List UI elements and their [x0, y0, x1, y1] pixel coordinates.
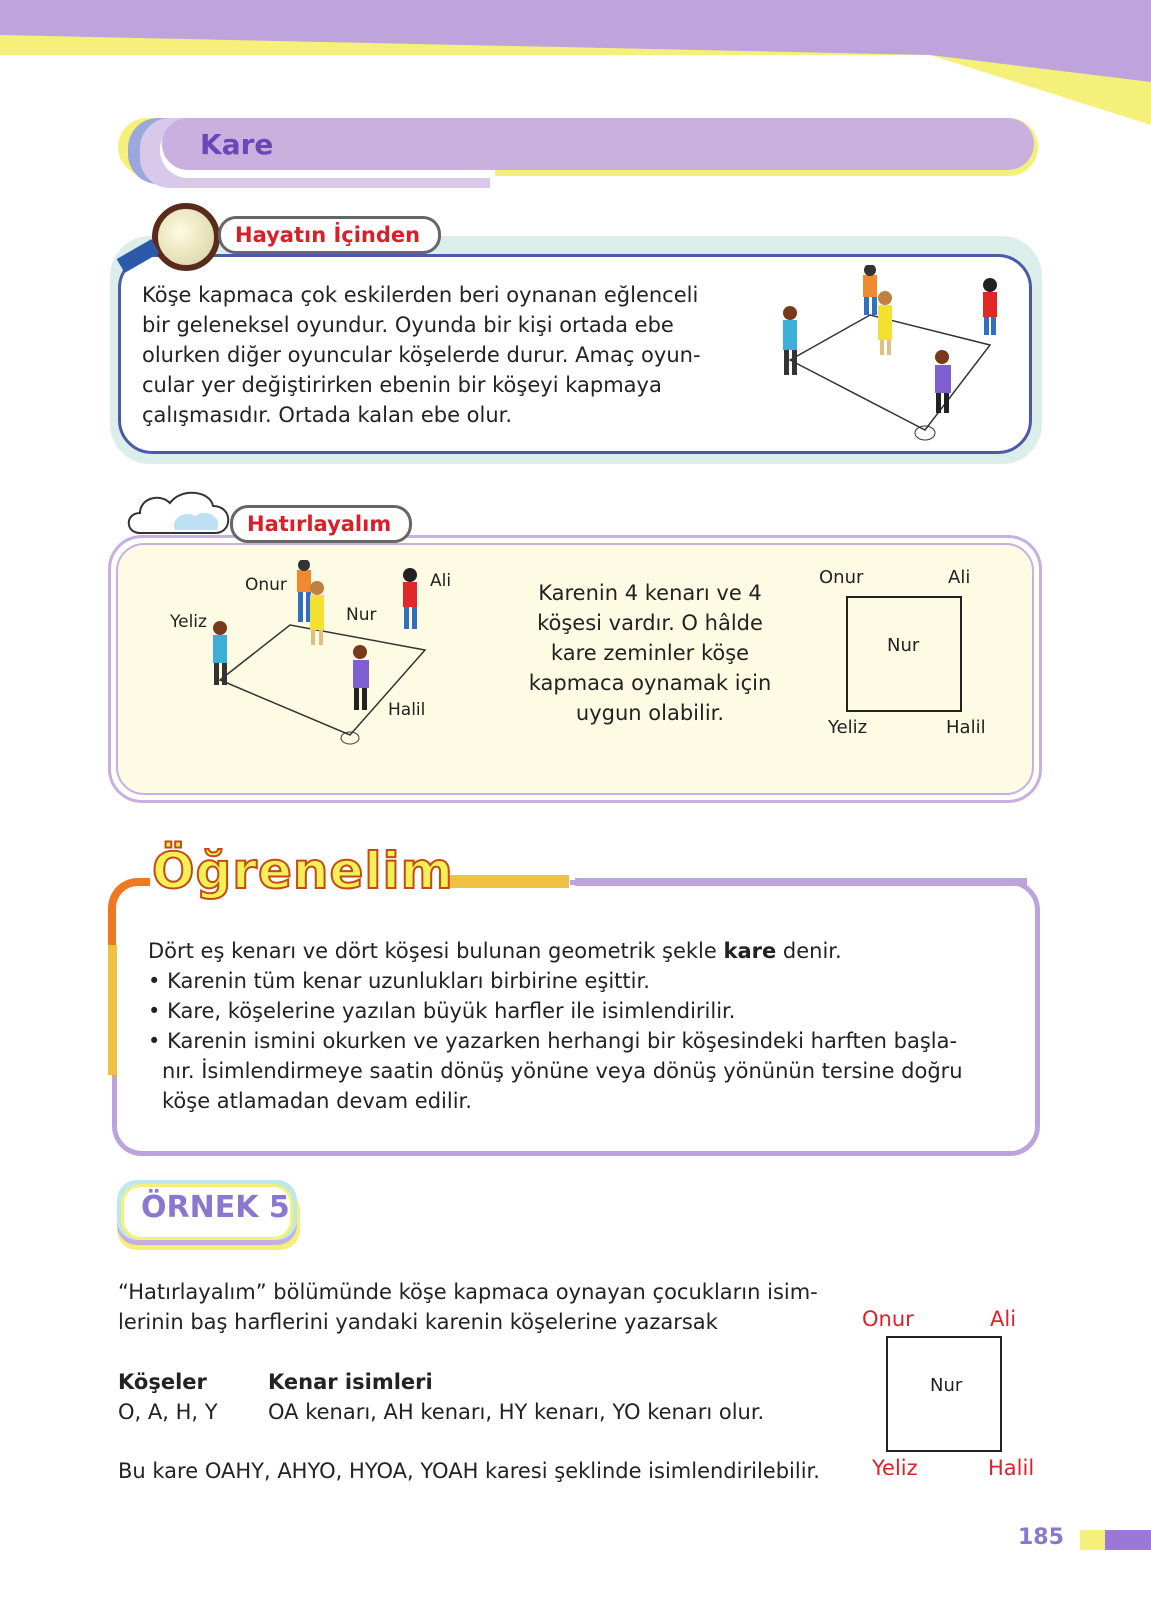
square-label-yeliz: Yeliz	[828, 717, 868, 738]
square-label-ali: Ali	[948, 567, 971, 588]
kids-playing-illustration	[760, 265, 1010, 445]
edges-value: OA kenarı, AH kenarı, HY kenarı, YO kenarı olur.	[268, 1400, 765, 1424]
example-label-ali: Ali	[990, 1307, 1017, 1331]
learn-bullet: • Karenin ismini okurken ve yazarken herhangi bir köşesindeki harften başla-	[148, 1029, 958, 1053]
example-label-yeliz: Yeliz	[872, 1456, 918, 1480]
life-tag: Hayatın İçinden	[218, 216, 441, 254]
example-conclusion: Bu kare OAHY, AHYO, HYOA, YOAH karesi şeklinde isimlendirilebilir.	[118, 1459, 820, 1483]
life-text: Köşe kapmaca çok eskilerden beri oynanan eğlenceli bir geleneksel oyundur. Oyunda bir kişi ortada ebe olurken diğer oyuncular köşelerde durur. Amaç oyun- cular yer değiştirirken ebenin bir köşeyi kapmaya çalışmasıdır. Ortada kalan ebe olur.	[142, 283, 701, 427]
learn-title: Öğrenelim	[152, 842, 454, 900]
cloud-icon	[125, 488, 235, 548]
learn-text: Dört eş kenarı ve dört köşesi bulunan geometrik şekle kare denir. • Karenin tüm kenar uzunlukları birbirine eşittir. • Kare, köşelerine yazılan büyük harfler ile isimlendirilir. • Karenin ismini okurken ve yazarken herhangi bir köşesindeki harften başla- nır. İsimlendirmeye saatin dönüş yönüne veya dönüş yönünün tersine doğru köşe atlamadan devam edilir.	[148, 936, 1028, 1116]
learn-bullet: • Karenin tüm kenar uzunlukları birbirine eşittir.	[148, 969, 650, 993]
magnifier-icon	[152, 203, 220, 271]
kid-label-ali: Ali	[430, 571, 452, 591]
example-intro: “Hatırlayalım” bölümünde köşe kapmaca oynayan çocukların isim- lerinin baş harflerini yandaki karenin köşelerine yazarsak	[118, 1280, 818, 1334]
page-number: 185	[1018, 1525, 1064, 1550]
learn-bullet: • Kare, köşelerine yazılan büyük harfler ile isimlendirilir.	[148, 999, 736, 1023]
example-label-nur: Nur	[930, 1375, 963, 1396]
kid-label-onur: Onur	[245, 575, 287, 595]
corners-value: O, A, H, Y	[118, 1400, 218, 1424]
remember-text: Karenin 4 kenarı ve 4 köşesi vardır. O hâlde kare zeminler köşe kapmaca oynamak için uygun olabilir.	[528, 581, 772, 725]
top-banner	[0, 0, 1151, 130]
kids-named-illustration	[160, 560, 460, 750]
corners-heading: Köşeler	[118, 1370, 207, 1394]
example-label-onur: Onur	[862, 1307, 914, 1331]
edges-heading: Kenar isimleri	[268, 1370, 433, 1394]
kid-label-nur: Nur	[346, 605, 377, 625]
square-label-nur: Nur	[887, 635, 920, 656]
kid-label-yeliz: Yeliz	[170, 612, 207, 632]
kid-label-halil: Halil	[388, 700, 426, 720]
page-title: Kare	[200, 128, 274, 161]
remember-tag: Hatırlayalım	[230, 505, 412, 543]
learn-definition: Dört eş kenarı ve dört köşesi bulunan geometrik şekle kare denir.	[148, 939, 842, 963]
example-label-halil: Halil	[988, 1456, 1035, 1480]
square-label-halil: Halil	[946, 717, 986, 738]
example-title: ÖRNEK 5	[141, 1190, 290, 1225]
square-label-onur: Onur	[819, 567, 864, 588]
